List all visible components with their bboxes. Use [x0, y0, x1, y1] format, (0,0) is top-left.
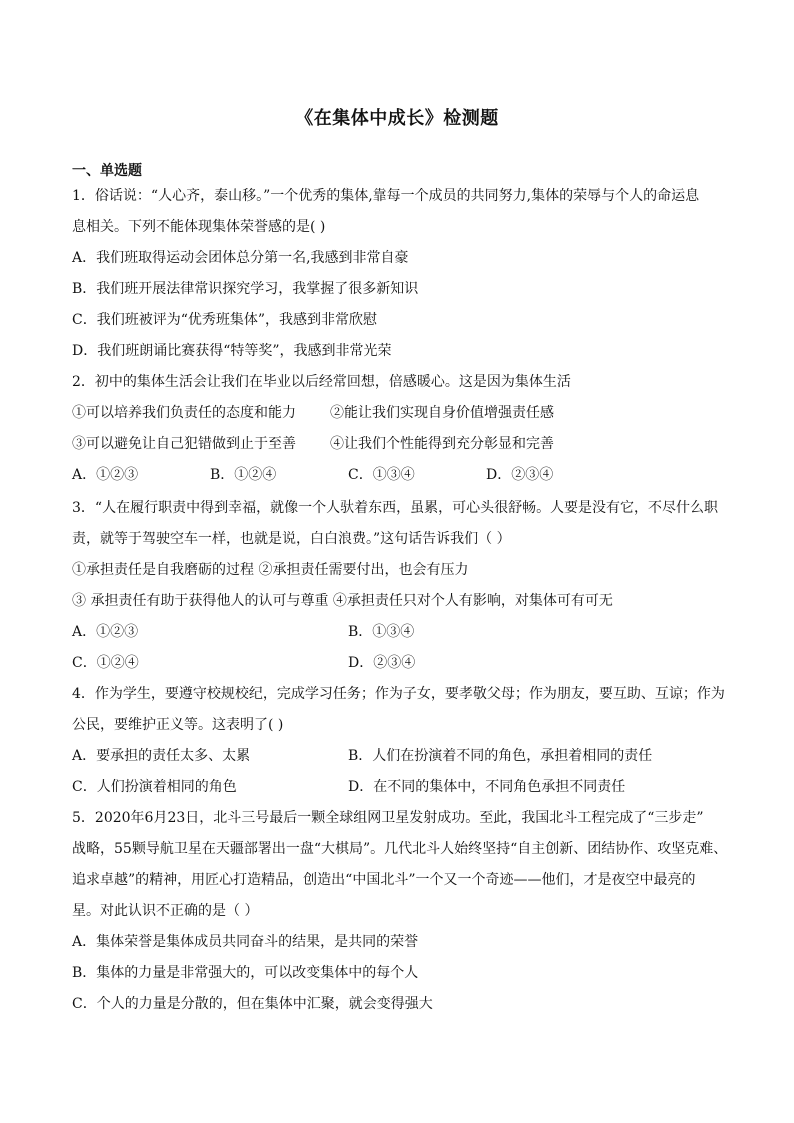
q3-stem-line1: 3．“人在履行职责中得到幸福，就像一个人驮着东西，虽累，可心头很舒畅。人要是没有它，不尽什么职 — [72, 500, 719, 516]
q1-option-b: B．我们班开展法律常识探究学习，我掌握了很多新知识 — [72, 281, 419, 297]
q2-option-c: C．①③④ — [348, 467, 415, 483]
q5-stem-line3: 追求卓越”的精神，用匠心打造精品，创造出“中国北斗”一个又一个奇迹——他们，才是夜空中最亮的 — [72, 872, 696, 888]
q4-option-c: C．人们扮演着相同的角色 — [72, 779, 237, 795]
q1-stem-line2: 息相关。下列不能体现集体荣誉感的是( ) — [72, 219, 326, 235]
q3-option-b: B．①③④ — [348, 624, 415, 640]
q3-statements-3-4: ③ 承担责任有助于获得他人的认可与尊重 ④承担责任只对个人有影响，对集体可有可无 — [72, 593, 613, 609]
q3-statements-1-2: ①承担责任是自我磨砺的过程 ②承担责任需要付出，也会有压力 — [72, 562, 469, 578]
q2-option-a: A．①②③ — [72, 467, 139, 483]
q5-stem-line4: 星。对此认识不正确的是（ ） — [72, 903, 259, 919]
q5-stem-line1: 5．2020年6月23日，北斗三号最后一颗全球组网卫星发射成功。至此，我国北斗工程完成了“三步走” — [72, 810, 704, 826]
q4-stem-line2: 公民，要维护正义等。这表明了( ) — [72, 717, 284, 733]
q5-option-c: C．个人的力量是分散的，但在集体中汇聚，就会变得强大 — [72, 996, 433, 1012]
q3-option-c: C．①②④ — [72, 655, 139, 671]
q3-option-a: A．①②③ — [72, 624, 139, 640]
q2-option-b: B．①②④ — [210, 467, 277, 483]
q3-stem-line2: 责，就等于驾驶空车一样，也就是说，白白浪费。”这句话告诉我们（ ） — [72, 531, 511, 547]
q5-option-b: B．集体的力量是非常强大的，可以改变集体中的每个人 — [72, 965, 419, 981]
q2-option-d: D．②③④ — [486, 467, 554, 483]
q1-option-d: D．我们班朗诵比赛获得“特等奖”，我感到非常光荣 — [72, 343, 392, 359]
q2-statement-1: ①可以培养我们负责任的态度和能力 — [72, 405, 296, 421]
q2-statement-2: ②能让我们实现自身价值增强责任感 — [330, 405, 554, 421]
q4-option-b: B．人们在扮演着不同的角色，承担着相同的责任 — [348, 748, 653, 764]
page-title: 《在集体中成长》检测题 — [295, 108, 499, 129]
q5-option-a: A．集体荣誉是集体成员共同奋斗的结果，是共同的荣誉 — [72, 934, 419, 950]
q1-option-a: A．我们班取得运动会团体总分第一名,我感到非常自豪 — [72, 250, 409, 266]
q3-option-d: D．②③④ — [348, 655, 416, 671]
q2-statement-4: ④让我们个性能得到充分彰显和完善 — [330, 436, 554, 452]
q4-option-d: D．在不同的集体中，不同角色承担不同责任 — [348, 779, 626, 795]
q5-stem-line2: 战略，55颗导航卫星在天疆部署出一盘“大棋局”。几代北斗人始终坚持“自主创新、团结协作、攻坚克难、 — [72, 841, 728, 857]
q2-stem: 2．初中的集体生活会让我们在毕业以后经常回想，倍感暖心。这是因为集体生活 — [72, 374, 571, 390]
q4-option-a: A．要承担的责任太多、太累 — [72, 748, 251, 764]
q2-statement-3: ③可以避免让自己犯错做到止于至善 — [72, 436, 296, 452]
q4-stem-line1: 4．作为学生，要遵守校规校纪，完成学习任务；作为子女，要孝敬父母；作为朋友，要互助、互谅；作为 — [72, 686, 725, 702]
q1-option-c: C．我们班被评为“优秀班集体”，我感到非常欣慰 — [72, 312, 378, 328]
section-heading: 一、单选题 — [72, 163, 142, 179]
q1-stem-line1: 1．俗话说：“人心齐，泰山移。”一个优秀的集体,靠每一个成员的共同努力,集体的荣辱与个人的命运息 — [72, 188, 700, 204]
